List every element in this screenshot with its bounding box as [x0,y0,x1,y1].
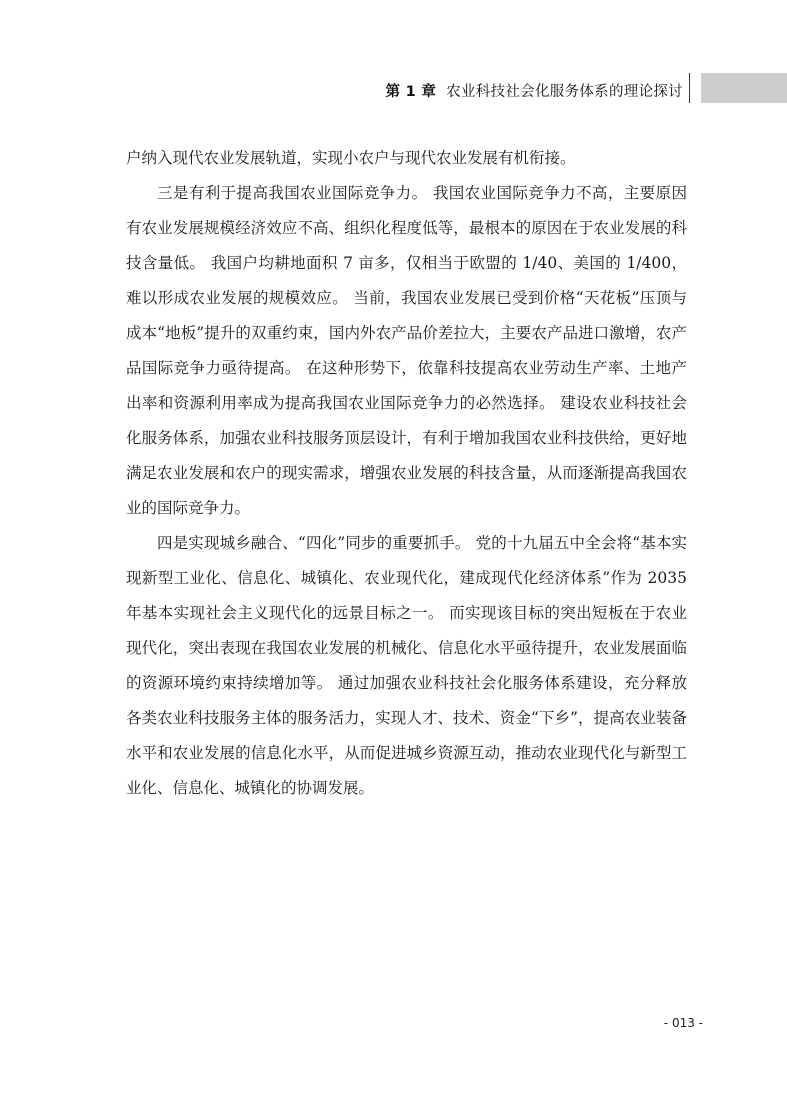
header-tab-block [701,73,787,103]
page-number: - 013 - [663,1016,703,1030]
body-text [126,141,687,806]
header-divider [689,73,690,103]
paragraph-competitiveness: 三是有利于提高我国农业国际竞争力。 我国农业国际竞争力不高，主要原因有农业发展规模经济效应不高、组织化程度低等，最根本的原因在于农业发展的科技含量低。 我国户均耕地面积 7 亩多，仅相当于欧盟的 1/40、美国的 1/400，难以形成农业发展的规模效应。 当前，我国农业发展已受到价格“天花板”压顶与成本“地板”提升的双重约束，国内外农产品价差拉大，主要农产品进口激增，农产品国际竞争力亟待提高。 在这种形势下，依靠科技提高农业劳动生产率、土地产出率和资源利用率成为提高我国农业国际竞争力的必然选择。 建设农业科技社会化服务体系，加强农业科技服务顶层设计，有利于增加我国农业科技供给，更好地满足农业发展和农户的现实需求，增强农业发展的科技含量，从而逐渐提高我国农业的国际竞争力。 [126,184,687,517]
chapter-label: 第 1 章 [385,84,437,100]
chapter-title: 农业科技社会化服务体系的理论探讨 [446,84,683,100]
paragraph-urban-rural: 四是实现城乡融合、“四化”同步的重要抓手。 党的十九届五中全会将“基本实现新型工业化、信息化、城镇化、农业现代化，建成现代化经济体系”作为 2035 年基本实现社会主义现代化的远景目标之一。 而实现该目标的突出短板在于农业现代化，突出表现在我国农业发展的机械化、信息化水平亟待提升，农业发展面临的资源环境约束持续增加等。 通过加强农业科技社会化服务体系建设，充分释放各类农业科技服务主体的服务活力，实现人才、技术、资金“下乡”，提高农业装备水平和农业发展的信息化水平，从而促进城乡资源互动，推动农业现代化与新型工业化、信息化、城镇化的协调发展。 [126,534,687,797]
running-header [386,80,684,101]
paragraph-continuation: 户纳入现代农业发展轨道，实现小农户与现代农业发展有机衔接。 [126,149,576,167]
